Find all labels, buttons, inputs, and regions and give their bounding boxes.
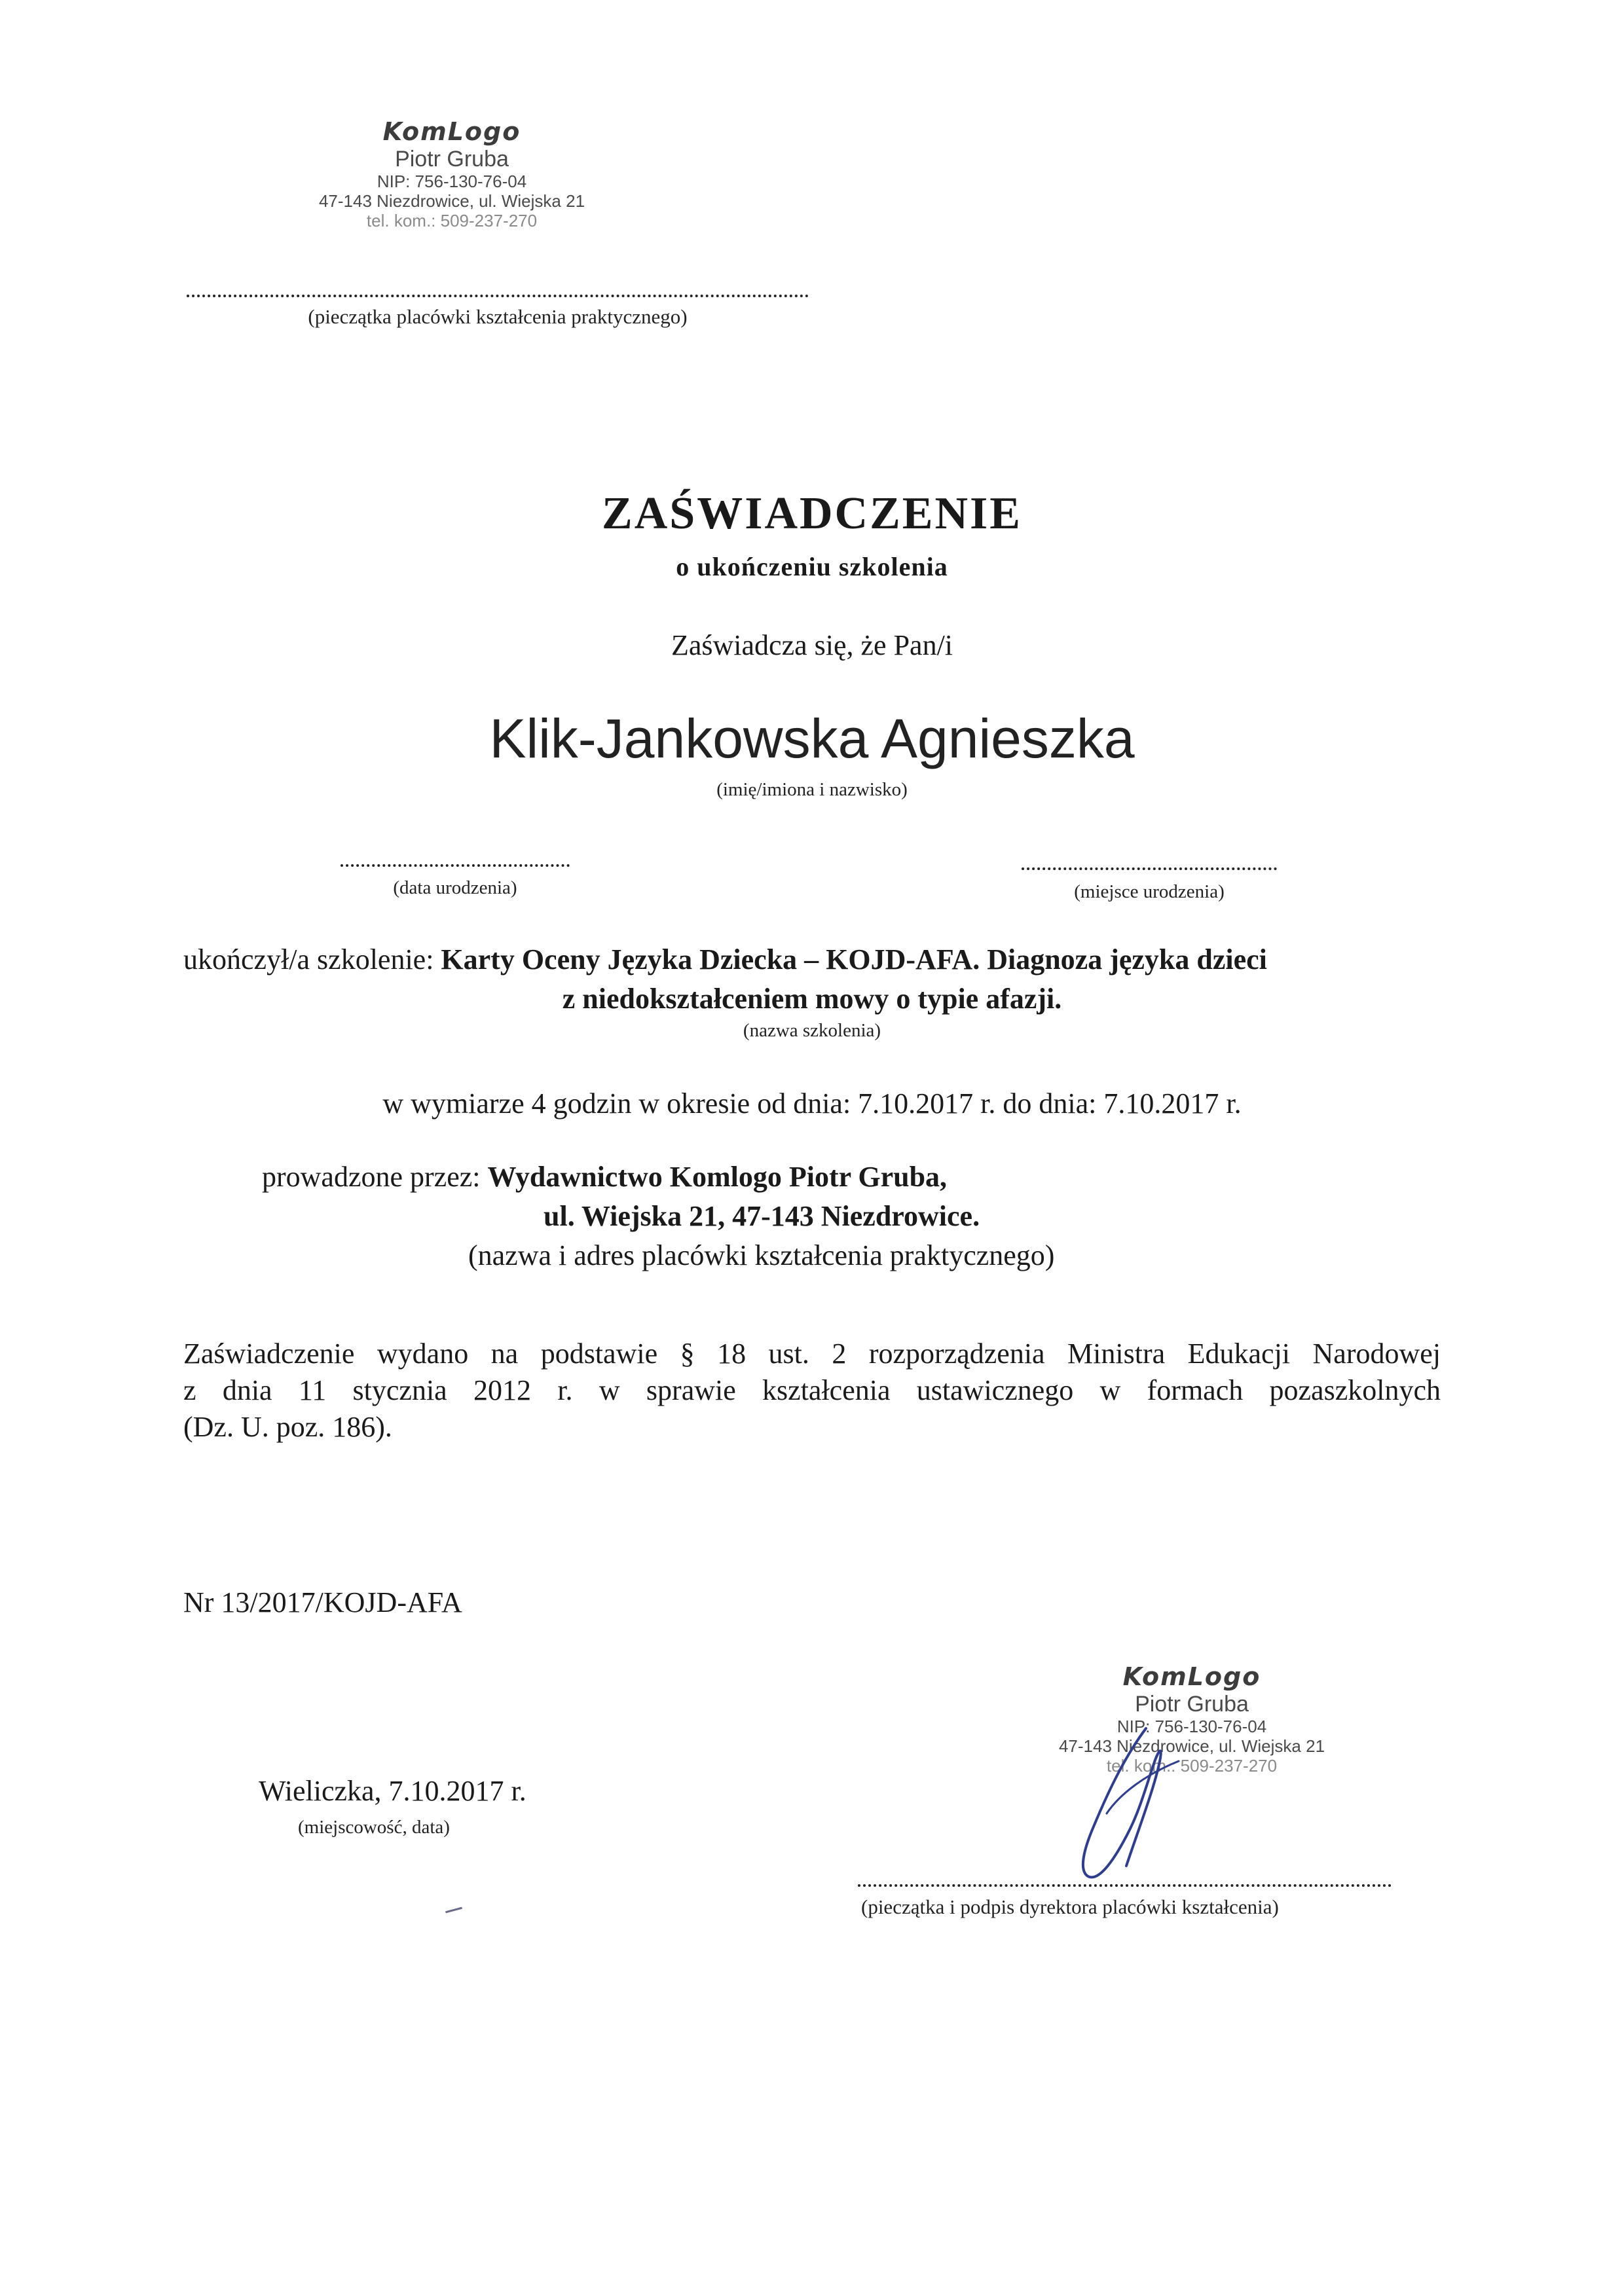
stamp-address: 47-143 Niezdrowice, ul. Wiejska 21: [318, 191, 585, 211]
duration-line: w wymiarze 4 godzin w okresie od dnia: 7.10.2017 r. do dnia: 7.10.2017 r.: [382, 1087, 1242, 1120]
organizer-address: ul. Wiejska 21, 47-143 Niezdrowice.: [544, 1200, 980, 1232]
birth-place-caption: (miejsce urodzenia): [1074, 881, 1225, 902]
document-subtitle: o ukończeniu szkolenia: [676, 552, 948, 581]
person-name: Klik-Jankowska Agnieszka: [489, 708, 1135, 769]
signature-dotted-line: [858, 1884, 1392, 1887]
stamp-logo: KomLogo: [382, 117, 521, 146]
organizer-line-1: [262, 1160, 947, 1194]
birth-date-caption: (data urodzenia): [393, 877, 517, 898]
organizer-prefix: prowadzone przez:: [262, 1161, 488, 1193]
stamp-phone: tel. kom.: 509-237-270: [366, 210, 538, 230]
director-signature: [1048, 1715, 1205, 1892]
course-name-line2: z niedokształceniem mowy o typie afazji.: [562, 983, 1062, 1015]
stamp-address: 47-143 Niezdrowice, ul. Wiejska 21: [1058, 1736, 1325, 1756]
course-prefix: ukończył/a szkolenie:: [183, 943, 441, 975]
stamp-owner: Piotr Gruba: [395, 146, 509, 172]
stamp-top-caption: (pieczątka placówki kształcenia praktycznego): [308, 305, 688, 328]
legal-basis-line-1: Zaświadczenie wydano na podstawie § 18 ust. 2 rozporządzenia Ministra Edukacji Narodowej: [183, 1338, 1441, 1370]
course-name-line1: Karty Oceny Języka Dziecka – KOJD-AFA. Diagnoza języka dzieci: [441, 943, 1267, 975]
legal-basis-paragraph: [183, 1336, 1441, 1446]
organizer-name: Wydawnictwo Komlogo Piotr Gruba,: [487, 1161, 948, 1193]
name-caption: (imię/imiona i nazwisko): [716, 779, 908, 800]
stamp-owner: Piotr Gruba: [1135, 1691, 1249, 1717]
place-date: Wieliczka, 7.10.2017 r.: [259, 1775, 526, 1807]
organizer-caption: (nazwa i adres placówki kształcenia praktycznego): [468, 1239, 1055, 1271]
course-caption: (nazwa szkolenia): [743, 1020, 881, 1041]
place-date-caption: (miejscowość, data): [298, 1817, 450, 1838]
legal-basis-line-3: (Dz. U. poz. 186).: [183, 1411, 392, 1443]
stamp-top-dotted-line: [187, 295, 809, 297]
stamp-nip: NIP: 756-130-76-04: [1116, 1716, 1267, 1736]
document-title: ZAŚWIADCZENIE: [602, 488, 1022, 539]
legal-basis-line-2: z dnia 11 stycznia 2012 r. w sprawie kształcenia ustawicznego w formach pozaszkolnych: [183, 1374, 1441, 1406]
stamp-phone: tel. kom.: 509-237-270: [1106, 1755, 1278, 1776]
stamp-logo: KomLogo: [1122, 1662, 1261, 1691]
scan-mark: [445, 1907, 462, 1914]
signature-caption: (pieczątka i podpis dyrektora placówki kształcenia): [861, 1895, 1279, 1918]
certify-intro: Zaświadcza się, że Pan/i: [671, 629, 953, 661]
stamp-top: [282, 118, 622, 230]
birth-date-dotted-line: [341, 864, 570, 867]
birth-place-dotted-line: [1022, 867, 1277, 870]
course-line-1: [183, 943, 1467, 976]
stamp-nip: NIP: 756-130-76-04: [377, 171, 527, 191]
certificate-number: Nr 13/2017/KOJD-AFA: [183, 1586, 462, 1618]
